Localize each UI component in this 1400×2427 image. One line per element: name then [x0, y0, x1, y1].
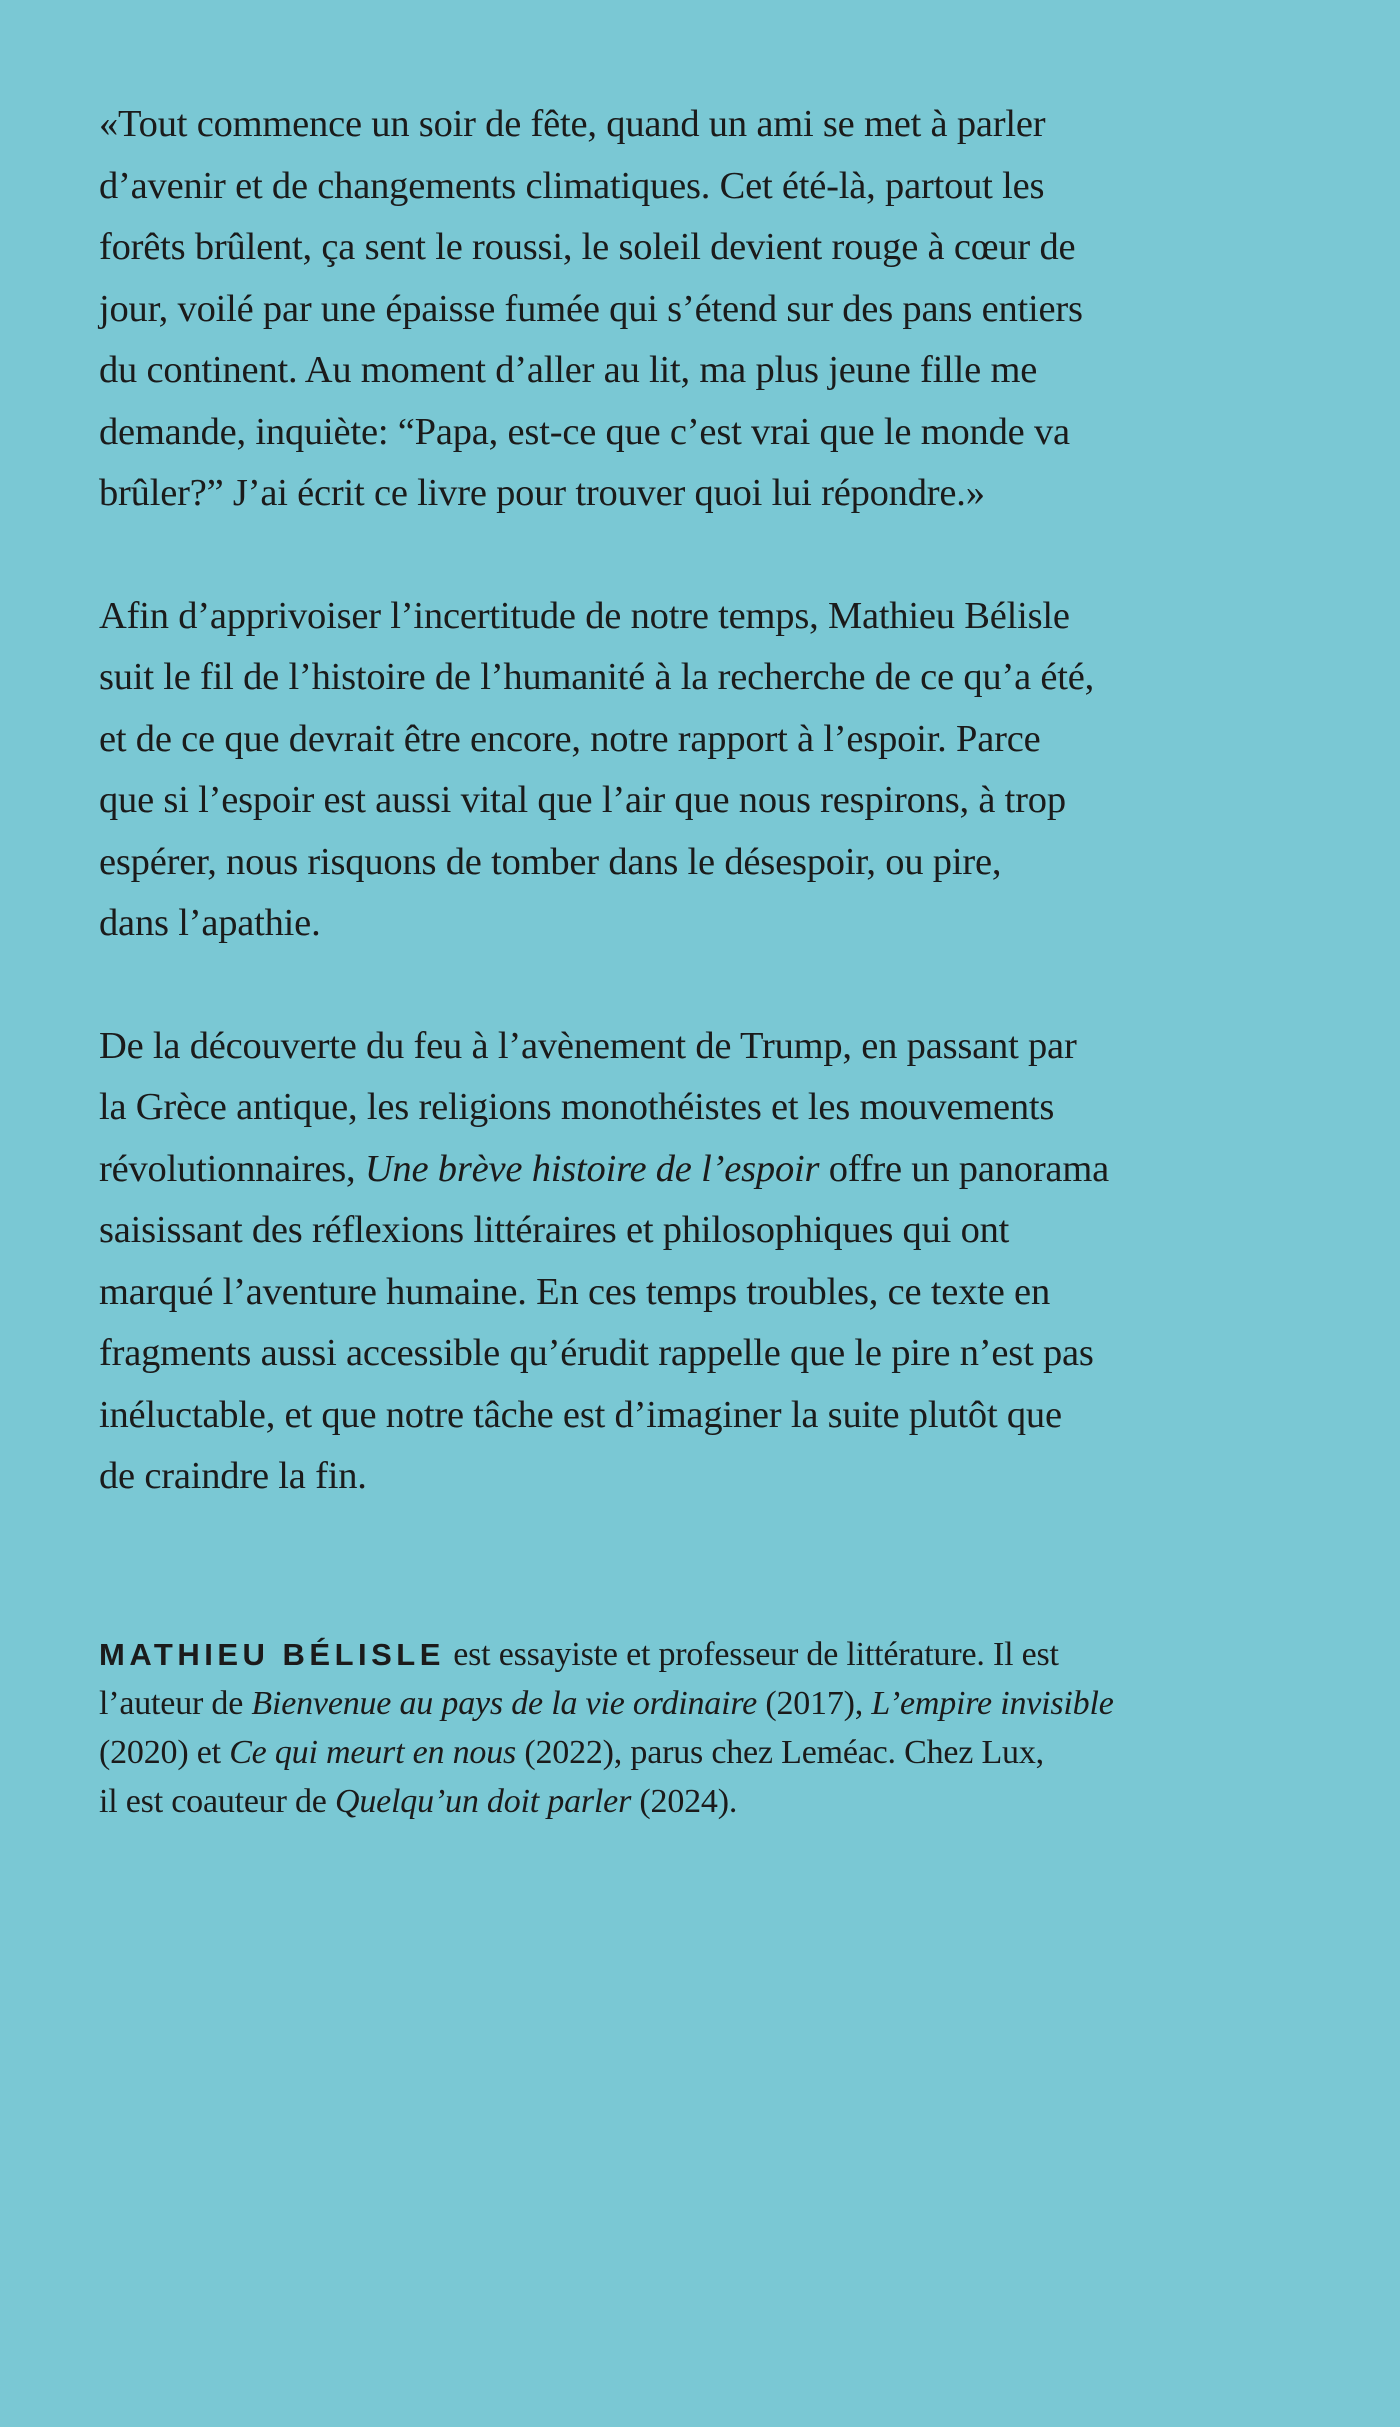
summary-line: dans l’apathie.	[99, 902, 321, 944]
pitch-line	[99, 1139, 1339, 1201]
quote-line: du continent. Au moment d’aller au lit, ma plus jeune fille me	[99, 349, 1038, 391]
pitch-text: révolutionnaires,	[99, 1147, 365, 1190]
summary-line: suit le fil de l’histoire de l’humanité à la recherche de ce qu’a été,	[99, 656, 1095, 698]
opening-quote	[99, 94, 1339, 525]
bio-text: il est coauteur de	[99, 1783, 335, 1820]
bio-line	[99, 1777, 1339, 1826]
pitch-line: marqué l’aventure humaine. En ces temps troubles, ce texte en	[99, 1270, 1050, 1313]
book-title: Une brève histoire de l’espoir	[364, 1147, 820, 1190]
blurb-text	[99, 94, 1339, 1508]
work-title: L’empire invisible	[871, 1685, 1114, 1722]
pitch-line: inéluctable, et que notre tâche est d’imaginer la suite plutôt que	[99, 1393, 1062, 1436]
quote-line: forêts brûlent, ça sent le roussi, le soleil devient rouge à cœur de	[99, 226, 1076, 268]
bio-line	[99, 1679, 1339, 1728]
pitch-text: offre un panorama	[819, 1147, 1109, 1190]
pitch-line: De la découverte du feu à l’avènement de Trump, en passant par	[99, 1024, 1077, 1067]
summary-line: Afin d’apprivoiser l’incertitude de notre temps, Mathieu Bélisle	[99, 594, 1070, 637]
summary-line: et de ce que devrait être encore, notre rapport à l’espoir. Parce	[99, 717, 1041, 760]
bio-text: (2024).	[631, 1783, 738, 1820]
summary-line: espérer, nous risquons de tomber dans le désespoir, ou pire,	[99, 840, 1002, 883]
work-title: Quelqu’un doit parler	[335, 1783, 632, 1820]
author-bio	[99, 1630, 1339, 1826]
work-title: Bienvenue au pays de la vie ordinaire	[251, 1685, 758, 1722]
bio-text: (2020) et	[99, 1734, 230, 1771]
pitch-line: fragments aussi accessible qu’érudit rappelle que le pire n’est pas	[99, 1332, 1094, 1374]
bio-text: (2022), parus chez Leméac. Chez Lux,	[516, 1734, 1044, 1771]
bio-text: est essayiste et professeur de littérature. Il est	[444, 1636, 1059, 1673]
bio-text: l’auteur de	[99, 1685, 252, 1722]
work-title: Ce qui meurt en nous	[229, 1734, 517, 1771]
pitch-line: la Grèce antique, les religions monothéistes et les mouvements	[99, 1086, 1055, 1128]
quote-line: brûler?” J’ai écrit ce livre pour trouver quoi lui répondre.»	[99, 472, 985, 514]
pitch-paragraph	[99, 1016, 1339, 1508]
quote-line: «Tout commence un soir de fête, quand un ami se met à parler	[99, 103, 1046, 145]
bio-line	[99, 1728, 1339, 1777]
summary-paragraph	[99, 586, 1339, 955]
summary-line: que si l’espoir est aussi vital que l’air que nous respirons, à trop	[99, 779, 1066, 821]
author-name: MATHIEU BÉLISLE	[99, 1637, 445, 1672]
quote-line: demande, inquiète: “Papa, est-ce que c’est vrai que le monde va	[99, 410, 1070, 453]
bio-line	[99, 1630, 1339, 1679]
quote-line: d’avenir et de changements climatiques. Cet été-là, partout les	[99, 164, 1045, 207]
quote-line: jour, voilé par une épaisse fumée qui s’étend sur des pans entiers	[99, 287, 1083, 330]
bio-text: (2017),	[757, 1685, 872, 1722]
pitch-line: saisissant des réflexions littéraires et philosophiques qui ont	[99, 1209, 1010, 1251]
pitch-line: de craindre la fin.	[99, 1455, 367, 1497]
